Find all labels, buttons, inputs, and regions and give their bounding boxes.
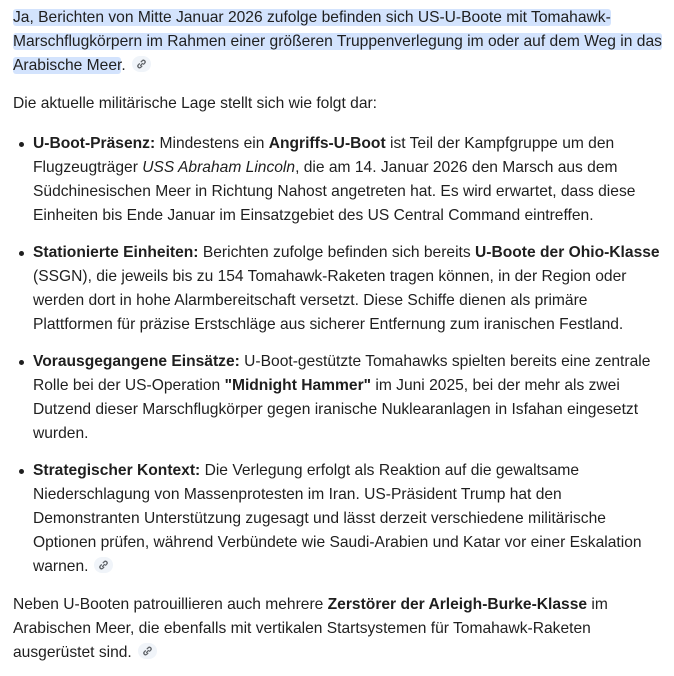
source-link-chip[interactable] <box>94 557 113 573</box>
bullet-title: Vorausgegangene Einsätze: <box>33 353 240 370</box>
bullet-title: U-Boot-Präsenz: <box>33 135 156 152</box>
source-link-chip[interactable] <box>132 56 151 72</box>
bullet-text: Mindestens ein <box>155 135 269 152</box>
bullet-emphasis: "Midnight Hammer" <box>224 377 372 394</box>
ship-name: USS Abraham Lincoln <box>142 159 296 176</box>
closing-text: Neben U-Booten patrouillieren auch mehrere <box>13 596 328 613</box>
link-icon <box>136 59 147 69</box>
bullet-text: U-Boot-gestützte Tomahawks spielten bereits eine zentrale Rolle bei der US-Operation <box>33 353 651 394</box>
bullet-text: Berichten zufolge befinden sich bereits <box>198 244 476 261</box>
list-item <box>33 350 664 446</box>
lead-period: . <box>121 57 126 74</box>
bullet-emphasis: Angriffs-U-Boot <box>268 135 386 152</box>
source-link-chip[interactable] <box>138 643 157 659</box>
bullet-text: ist Teil der Kampfgruppe um den Flugzeugträger <box>33 135 615 176</box>
link-icon <box>98 560 109 570</box>
list-item <box>33 132 664 228</box>
bullet-emphasis: U-Boote der Ohio-Klasse <box>475 244 660 261</box>
highlighted-answer[interactable]: Ja, Berichten von Mitte Januar 2026 zufolge befinden sich US-U-Boote mit Tomahawk-Marschflugkörpern im Rahmen einer größeren Truppenverlegung im oder auf dem Weg in das Arabische Meer <box>13 9 662 74</box>
closing-emphasis: Zerstörer der Arleigh-Burke-Klasse <box>327 596 588 613</box>
bullet-title: Stationierte Einheiten: <box>33 244 199 261</box>
link-icon <box>142 646 153 656</box>
bullet-text: im Juni 2025, bei der mehr als zwei Dutzend dieser Marschflugkörper gegen iranische Nuklearanlagen in Isfahan eingesetzt wurden. <box>33 377 639 442</box>
bullet-text: (SSGN), die jeweils bis zu 154 Tomahawk-Raketen tragen können, in der Region oder werden dort in hohe Alarmbereitschaft versetzt. Diese Schiffe dienen als primäre Plattformen für präzise Erstschläge aus sicherer Entfernung zum iranischen Festland. <box>33 268 627 333</box>
list-item <box>33 459 664 579</box>
bullet-list <box>13 132 664 579</box>
bullet-text: , die am 14. Januar 2026 den Marsch aus dem Südchinesischen Meer in Richtung Nahost angetreten hat. Es wird erwartet, dass diese Einheiten bis Ende Januar im Einsatzgebiet des US Central Command eintreffen. <box>33 159 636 224</box>
answer-lead <box>13 6 664 78</box>
list-item <box>33 241 664 337</box>
closing-text: im Arabischen Meer, die ebenfalls mit vertikalen Startsystemen für Tomahawk-Raketen ausgerüstet sind. <box>13 596 608 661</box>
bullet-title: Strategischer Kontext: <box>33 462 201 479</box>
intro-text: Die aktuelle militärische Lage stellt sich wie folgt dar: <box>13 95 378 112</box>
bullet-text: Die Verlegung erfolgt als Reaktion auf die gewaltsame Niederschlagung von Massenprotesten im Iran. US-Präsident Trump hat den Demonstranten Unterstützung zugesagt und lässt derzeit verschiedene militärische Optionen prüfen, während Verbündete wie Saudi-Arabien und Katar vor einer Eskalation warnen. <box>33 462 642 575</box>
closing-paragraph <box>13 593 664 665</box>
